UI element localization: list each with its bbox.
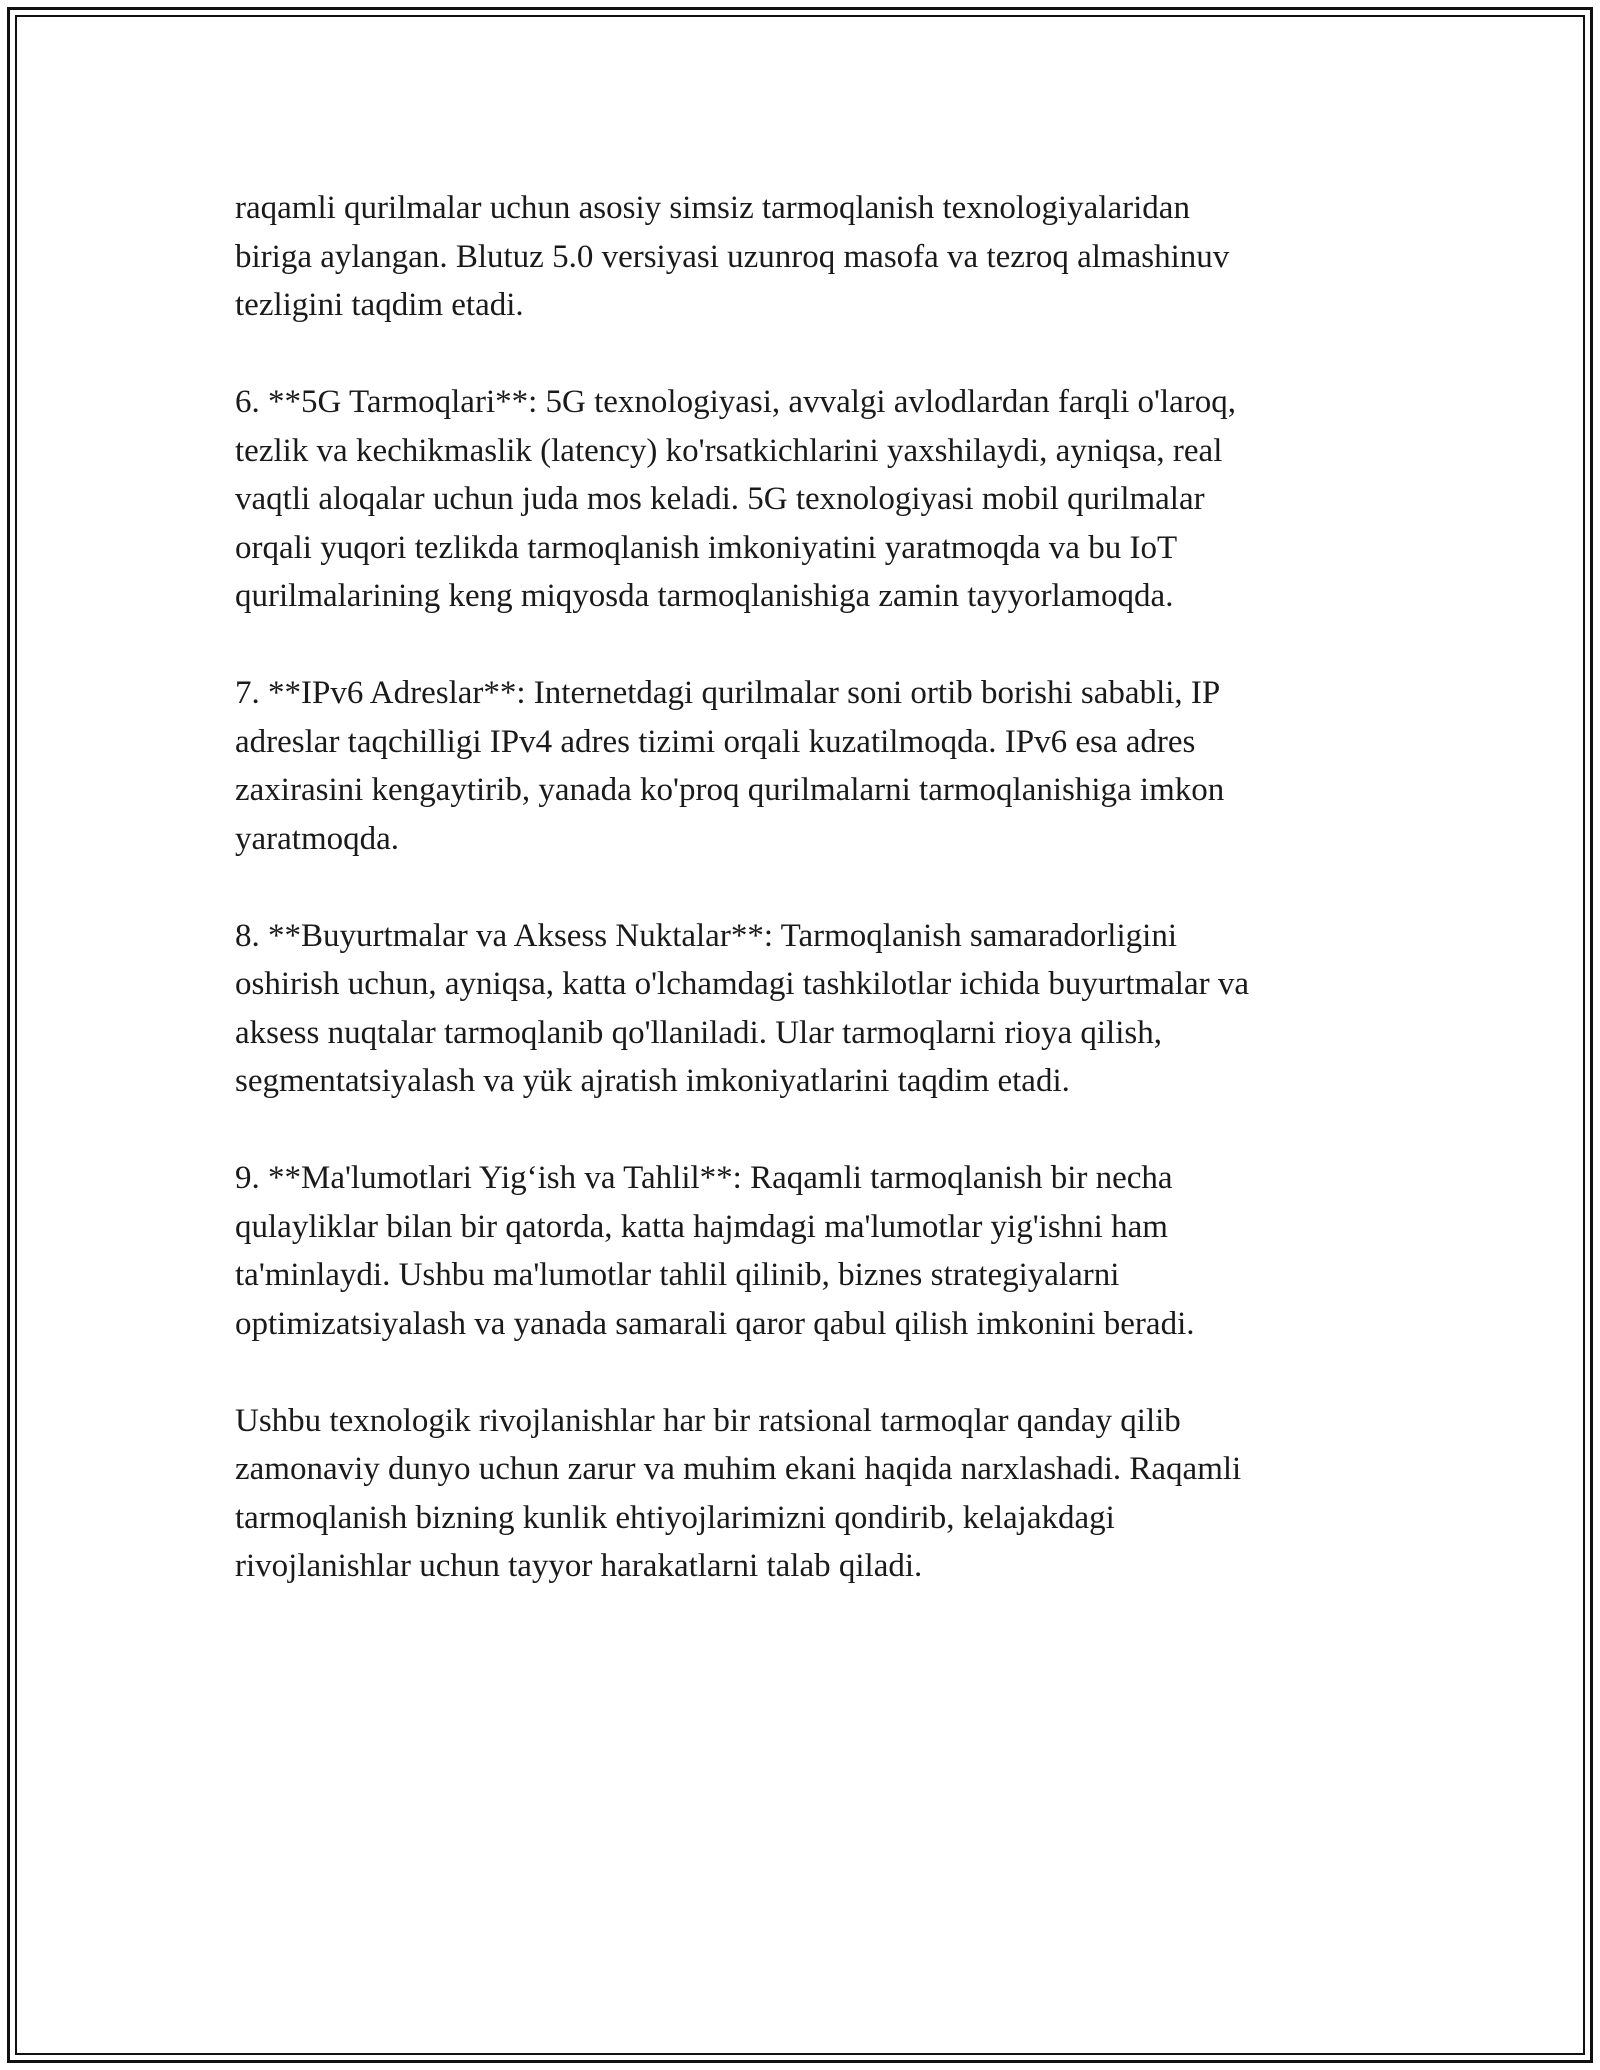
paragraph-bluetooth-continuation: raqamli qurilmalar uchun asosiy simsiz tarmoqlanish texnologiyalaridan biriga aylangan. Blutuz 5.0 versiyasi uzunroq masofa va tezroq almashinuv tezligini taqdim etadi. <box>235 190 1230 323</box>
paragraph-5g-networks: 6. **5G Tarmoqlari**: 5G texnologiyasi, avvalgi avlodlardan farqli o'laroq, tezlik va kechikmaslik (latency) ko'rsatkichlarini yaxshilaydi, ayniqsa, real vaqtli aloqalar uchun juda mos keladi. 5G texnologiyasi mobil qurilmalar orqali yuqori tezlikda tarmoqlanish imkoniyatini yaratmoqda va bu IoT qurilmalarining keng miqyosda tarmoqlanishiga zamin tayyorlamoqda. <box>235 384 1237 614</box>
document-body <box>235 184 1385 1591</box>
paragraph-data-collection: 9. **Ma'lumotlari Yig‘ish va Tahlil**: Raqamli tarmoqlanish bir necha qulayliklar bilan bir qatorda, katta hajmdagi ma'lumotlar yig'ishni ham ta'minlaydi. Ushbu ma'lumotlar tahlil qilinib, biznes strategiyalarni optimizatsiyalash va yanada samarali qaror qabul qilish imkonini beradi. <box>235 1160 1195 1342</box>
paragraph-ipv6-addresses: 7. **IPv6 Adreslar**: Internetdagi qurilmalar soni ortib borishi sababli, IP adreslar taqchilligi IPv4 adres tizimi orqali kuzatilmoqda. IPv6 esa adres zaxirasini kengaytirib, yanada ko'proq qurilmalarni tarmoqlanishiga imkon yaratmoqda. <box>235 675 1225 857</box>
paragraph-access-points: 8. **Buyurtmalar va Aksess Nuktalar**: Tarmoqlanish samaradorligini oshirish uchun, ayniqsa, katta o'lchamdagi tashkilotlar ichida buyurtmalar va aksess nuqtalar tarmoqlanib qo'llaniladi. Ular tarmoqlarni rioya qilish, segmentatsiyalash va yük ajratish imkoniyatlarini taqdim etadi. <box>235 917 1250 1099</box>
paragraph-conclusion: Ushbu texnologik rivojlanishlar har bir ratsional tarmoqlar qanday qilib zamonaviy dunyo uchun zarur va muhim ekani haqida narxlashadi. Raqamli tarmoqlanish bizning kunlik ehtiyojlarimizni qondirib, kelajakdagi rivojlanishlar uchun tayyor harakatlarni talab qiladi. <box>235 1402 1242 1584</box>
